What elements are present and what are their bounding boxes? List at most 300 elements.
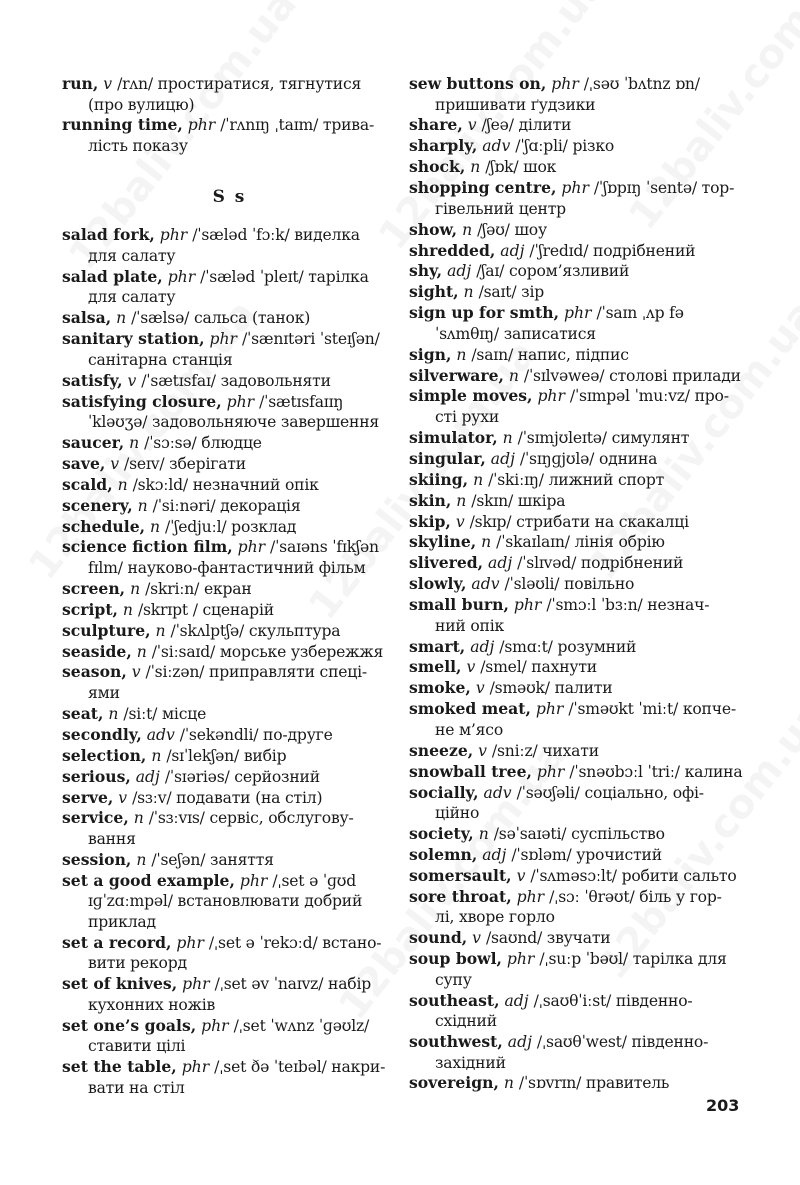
entry-translation: /ˈsləʊli/ повільно: [504, 575, 635, 594]
entry-part-of-speech: v: [118, 788, 128, 807]
entry-headword: satisfying closure,: [62, 391, 222, 411]
entry-headword: smoked meat,: [409, 699, 531, 719]
entry-translation: /ˌset ðə ˈteɪbəl/ накри-: [214, 1058, 386, 1077]
entry-part-of-speech: v: [475, 679, 485, 698]
entry-headword: snowball tree,: [409, 761, 532, 781]
entry-part-of-speech: phr: [182, 975, 210, 994]
entry-continuation: приклад: [88, 912, 156, 931]
dictionary-entry: [409, 470, 744, 491]
entry-continuation: східний: [435, 1012, 497, 1031]
entry-translation: /ˌset ˈwʌnz ˈɡəʊlz/: [233, 1016, 370, 1035]
entry-part-of-speech: phr: [564, 304, 592, 323]
entry-part-of-speech: phr: [181, 1058, 210, 1077]
entry-translation: /ˈsekəndli/ по-друге: [179, 725, 333, 744]
entry-headword: skin,: [409, 490, 452, 510]
entry-part-of-speech: adj: [470, 637, 495, 656]
entry-headword: script,: [62, 599, 118, 619]
dictionary-entry: [409, 282, 744, 303]
entry-headword: sight,: [409, 282, 459, 302]
entry-continuation: ˈsʌmθɪŋ/ записатися: [435, 324, 596, 343]
entry-translation: /ˈskʌlptʃə/ скульптура: [170, 621, 341, 640]
entry-headword: set the table,: [62, 1057, 177, 1077]
entry-headword: selection,: [62, 745, 147, 765]
entry-translation: /sɪˈlekʃən/ вибір: [166, 746, 287, 765]
entry-part-of-speech: v: [478, 741, 487, 760]
entry-translation: /ˈseʃən/ заняття: [151, 850, 274, 869]
entry-translation: /ˈsməʊkt ˈmiːt/ копче-: [568, 700, 736, 719]
entry-part-of-speech: adj: [482, 845, 507, 864]
entry-continuation: ставити цілі: [88, 1037, 186, 1056]
dictionary-entry: [62, 974, 397, 1015]
entry-headword: smoke,: [409, 678, 471, 698]
dictionary-entry: [62, 475, 397, 496]
entry-part-of-speech: n: [133, 809, 144, 828]
entry-translation: /ˈʃɑːpli/ різко: [515, 137, 615, 156]
entry-continuation: супу: [435, 970, 472, 989]
entry-headword: southeast,: [409, 990, 500, 1010]
entry-part-of-speech: phr: [201, 1016, 229, 1035]
dictionary-entry: [409, 491, 744, 512]
dictionary-entry: [409, 783, 744, 824]
entry-translation: /ˌset ə ˈrekɔːd/ встано-: [208, 933, 382, 952]
dictionary-entry: [62, 871, 397, 933]
entry-part-of-speech: n: [130, 579, 141, 598]
entry-part-of-speech: n: [478, 824, 489, 843]
entry-translation: /ˈrʌnɪŋ ˌtaɪm/ трива-: [220, 116, 375, 135]
entry-part-of-speech: phr: [176, 933, 204, 952]
entry-translation: /sniːz/ чихати: [491, 741, 599, 760]
entry-translation: /ˈsɪmpəl ˈmuːvz/ про-: [569, 387, 729, 406]
entry-headword: schedule,: [62, 516, 146, 536]
entry-headword: share,: [409, 115, 463, 135]
entry-translation: /skriːn/ екран: [145, 579, 252, 598]
dictionary-entry: [409, 657, 744, 678]
entry-translation: /ˈsaɪn ˌʌp fə: [596, 304, 684, 323]
dictionary-entry: [62, 433, 397, 454]
entry-part-of-speech: phr: [159, 226, 188, 245]
entry-part-of-speech: v: [467, 116, 477, 135]
entry-headword: science fiction film,: [62, 537, 233, 557]
entry-headword: satisfy,: [62, 370, 123, 390]
dictionary-entry: [409, 136, 744, 157]
entry-part-of-speech: adv: [482, 137, 511, 156]
entry-part-of-speech: n: [136, 642, 147, 661]
entry-translation: /ˈsɪəriəs/ серйозний: [164, 767, 320, 786]
dictionary-entry: [409, 386, 744, 427]
entry-translation: /saɪt/ зір: [478, 283, 545, 302]
entry-headword: smell,: [409, 657, 462, 677]
entry-translation: /ˈsɒləm/ урочистий: [511, 845, 662, 864]
dictionary-entry: [62, 371, 397, 392]
entry-translation: /ˈʃredɪd/ подрібнений: [529, 241, 696, 260]
left-column: [62, 74, 397, 1099]
entry-headword: silverware,: [409, 365, 504, 385]
entry-part-of-speech: v: [103, 75, 113, 93]
entry-translation: /saɪn/ напис, підпис: [471, 345, 629, 364]
entry-translation: /sməʊk/ палити: [489, 679, 613, 698]
entry-part-of-speech: adj: [447, 262, 472, 281]
entry-headword: shredded,: [409, 240, 496, 260]
entry-headword: scenery,: [62, 495, 133, 515]
entry-headword: singular,: [409, 448, 486, 468]
entry-continuation: fɪlm/ науково-фантастичний фільм: [88, 559, 366, 578]
entry-headword: small burn,: [409, 595, 509, 615]
dictionary-entry: [62, 517, 397, 538]
dictionary-entry: [409, 532, 744, 553]
entry-headword: saucer,: [62, 432, 125, 452]
dictionary-entry: [62, 600, 397, 621]
entry-headword: salad fork,: [62, 225, 155, 245]
dictionary-entry: [409, 949, 744, 990]
entry-translation: /ˌsaʊθˈiːst/ південно-: [533, 991, 693, 1010]
dictionary-entry: [62, 225, 397, 266]
entry-part-of-speech: n: [456, 345, 467, 364]
entry-headword: seaside,: [62, 641, 132, 661]
dictionary-entry: [409, 991, 744, 1032]
entry-headword: somersault,: [409, 865, 512, 885]
entry-continuation: гівельний центр: [435, 199, 566, 218]
entry-part-of-speech: phr: [506, 950, 535, 969]
entry-headword: solemn,: [409, 844, 478, 864]
entry-translation: /sɜːv/ подавати (на стіл): [132, 788, 323, 807]
entry-part-of-speech: v: [455, 512, 465, 531]
entry-translation: /ˈslɪvəd/ подрібнений: [517, 554, 684, 573]
entry-translation: /ˈsɪlvəweə/ столові прилади: [523, 366, 741, 385]
entry-part-of-speech: n: [129, 433, 140, 452]
entry-headword: session,: [62, 849, 132, 869]
entry-part-of-speech: v: [466, 658, 476, 677]
entry-part-of-speech: n: [122, 600, 133, 619]
entry-translation: /ˈsaɪəns ˈfɪkʃən: [270, 538, 379, 557]
entry-headword: secondly,: [62, 724, 142, 744]
entry-part-of-speech: phr: [551, 75, 579, 93]
entry-part-of-speech: adj: [490, 449, 515, 468]
entry-part-of-speech: n: [456, 491, 467, 510]
dictionary-entry: [409, 241, 744, 262]
entry-part-of-speech: adj: [488, 554, 513, 573]
entry-translation: /saʊnd/ звучати: [485, 929, 611, 948]
entry-headword: simulator,: [409, 427, 498, 447]
entry-headword: slivered,: [409, 553, 484, 573]
entry-translation: /ˈsɪmjʊleɪtə/ симулянт: [517, 428, 690, 447]
entry-translation: /skɪp/ стрибати на скакалці: [469, 512, 689, 531]
entry-part-of-speech: phr: [516, 887, 545, 906]
entry-headword: sound,: [409, 928, 468, 948]
entry-translation: /ˈsætɪsfaɪ/ задовольняти: [141, 371, 331, 390]
entry-translation: /ˈsæləd ˈfɔːk/ виделка: [192, 226, 360, 245]
dictionary-entry: [409, 115, 744, 136]
dictionary-entry: [409, 887, 744, 928]
entry-headword: society,: [409, 823, 474, 843]
entry-headword: sneeze,: [409, 740, 474, 760]
entry-headword: set a good example,: [62, 870, 235, 890]
entry-headword: sharply,: [409, 136, 478, 156]
entry-translation: /seɪv/ зберігати: [124, 454, 246, 473]
entry-translation: /skɪn/ шкіра: [471, 491, 566, 510]
dictionary-entry: [409, 741, 744, 762]
entry-continuation: ями: [88, 684, 120, 703]
entry-headword: sign,: [409, 344, 452, 364]
entry-part-of-speech: phr: [535, 700, 564, 719]
entry-translation: /ˈsɜːvɪs/ сервіс, обслугову-: [148, 809, 354, 828]
entry-part-of-speech: n: [463, 283, 474, 302]
dictionary-entry: [62, 267, 397, 308]
entry-translation: /ˈsiːnəri/ декорація: [152, 496, 301, 515]
entry-part-of-speech: v: [472, 929, 481, 948]
entry-part-of-speech: adv: [483, 783, 512, 802]
dictionary-entry: [409, 928, 744, 949]
page-number: 203: [706, 1096, 740, 1115]
entry-continuation: (про вулицю): [88, 95, 195, 114]
dictionary-entry: [409, 366, 744, 387]
section-heading: S s: [212, 186, 247, 207]
entry-continuation: пришивати ґудзики: [435, 95, 596, 114]
dictionary-entry: [409, 1032, 744, 1073]
entry-translation: /ʃɒk/ шок: [485, 158, 557, 177]
entry-part-of-speech: v: [110, 454, 120, 473]
entry-continuation: лі, хворе горло: [435, 908, 555, 927]
dictionary-entry: [62, 537, 397, 578]
entry-translation: /ˈsmɔːl ˈbɜːn/ незнач-: [546, 596, 710, 615]
dictionary-entry: [62, 704, 397, 725]
entry-translation: /ˈsnəʊbɔːl ˈtriː/ калина: [569, 762, 743, 781]
entry-headword: sanitary station,: [62, 329, 205, 349]
entry-part-of-speech: n: [462, 220, 473, 239]
entry-headword: serve,: [62, 787, 114, 807]
entry-headword: sign up for smth,: [409, 303, 560, 323]
dictionary-entry: [409, 428, 744, 449]
entry-continuation: ційно: [435, 804, 480, 823]
entry-part-of-speech: phr: [536, 762, 565, 781]
entry-headword: skip,: [409, 511, 451, 531]
dictionary-entry: [409, 595, 744, 636]
entry-part-of-speech: phr: [187, 116, 216, 135]
entry-headword: skiing,: [409, 469, 469, 489]
entry-part-of-speech: n: [502, 428, 513, 447]
dictionary-entry: [62, 392, 397, 433]
entry-headword: scald,: [62, 474, 113, 494]
entry-part-of-speech: n: [116, 309, 127, 328]
entry-headword: sew buttons on,: [409, 74, 547, 93]
entry-part-of-speech: phr: [209, 330, 237, 349]
entry-part-of-speech: adv: [146, 725, 175, 744]
dictionary-entry: [409, 345, 744, 366]
entry-headword: show,: [409, 219, 458, 239]
entry-headword: sore throat,: [409, 886, 512, 906]
entry-headword: salad plate,: [62, 266, 163, 286]
dictionary-entry: [409, 824, 744, 845]
dictionary-entry: [409, 553, 744, 574]
entry-continuation: західний: [435, 1053, 506, 1072]
entry-headword: set a record,: [62, 932, 172, 952]
dictionary-entry: [409, 762, 744, 783]
dictionary-entry: [62, 579, 397, 600]
entry-part-of-speech: n: [481, 533, 492, 552]
dictionary-entry: [409, 449, 744, 470]
dictionary-entry: [62, 662, 397, 703]
entry-headword: run,: [62, 74, 99, 93]
entry-continuation: вання: [88, 830, 136, 849]
entry-continuation: сті рухи: [435, 408, 500, 427]
entry-headword: serious,: [62, 766, 131, 786]
entry-part-of-speech: adv: [471, 575, 500, 594]
entry-headword: smart,: [409, 636, 466, 656]
entry-continuation: ɪɡˈzɑːmpəl/ встановлювати добрий: [88, 892, 363, 911]
entry-translation: /ˈsæləd ˈpleɪt/ тарілка: [200, 267, 369, 286]
entry-translation: /ˈsiːsaɪd/ морське узбережжя: [151, 642, 384, 661]
dictionary-entry: [62, 329, 397, 370]
entry-headword: slowly,: [409, 574, 467, 594]
entry-translation: /ʃeə/ ділити: [481, 116, 572, 135]
entry-part-of-speech: phr: [561, 179, 589, 198]
entry-part-of-speech: phr: [226, 392, 255, 411]
entry-translation: /ˌsuːp ˈbəʊl/ тарілка для: [539, 950, 727, 969]
dictionary-entry: [409, 637, 744, 658]
entry-headword: seat,: [62, 703, 104, 723]
dictionary-entry: [409, 574, 744, 595]
entry-translation: /ˈsɒvrɪn/ правитель: [518, 1074, 670, 1093]
entry-part-of-speech: adj: [135, 767, 160, 786]
entry-headword: set one’s goals,: [62, 1015, 197, 1035]
dictionary-entry: [409, 220, 744, 241]
entry-translation: /ˌset ə ˈɡʊd: [272, 871, 357, 890]
entry-translation: /ˈsiːzən/ приправляти спеці-: [145, 663, 367, 682]
dictionary-entry: [409, 845, 744, 866]
entry-continuation: кухонних ножів: [88, 995, 216, 1014]
dictionary-entry: [62, 933, 397, 974]
entry-part-of-speech: n: [508, 366, 519, 385]
dictionary-entry: [62, 788, 397, 809]
entry-headword: running time,: [62, 115, 183, 135]
entry-part-of-speech: v: [516, 866, 526, 885]
entry-translation: /ˈskaɪlaɪn/ лінія обрію: [496, 533, 665, 552]
dictionary-entry: [409, 303, 744, 344]
dictionary-entry: [409, 74, 744, 115]
dictionary-entry: [409, 261, 744, 282]
dictionary-entry: [62, 496, 397, 517]
entry-translation: /ˈʃɒpɪŋ ˈsentə/ тор-: [593, 179, 735, 198]
entry-headword: skyline,: [409, 532, 477, 552]
entry-translation: /ˈsʌməsɔːlt/ робити сальто: [530, 866, 737, 885]
entry-continuation: вити рекорд: [88, 954, 187, 973]
entry-part-of-speech: phr: [167, 267, 196, 286]
entry-part-of-speech: n: [108, 704, 119, 723]
entry-headword: sovereign,: [409, 1073, 499, 1093]
entry-continuation: ˈkləʊʒə/ задовольняюче завершення: [88, 413, 380, 432]
entry-part-of-speech: adj: [500, 241, 525, 260]
dictionary-entry: [409, 866, 744, 887]
entry-part-of-speech: phr: [513, 596, 542, 615]
entry-headword: simple moves,: [409, 386, 533, 406]
entry-translation: /smɑːt/ розумний: [499, 637, 637, 656]
entry-part-of-speech: n: [503, 1074, 514, 1093]
dictionary-entry: [62, 454, 397, 475]
entry-translation: /ˈsɔːsə/ блюдце: [144, 433, 262, 452]
entry-headword: soup bowl,: [409, 949, 502, 969]
entry-translation: /smel/ пахнути: [480, 658, 597, 677]
entry-part-of-speech: n: [473, 470, 484, 489]
entry-continuation: ний опік: [435, 616, 505, 635]
dictionary-entry: [409, 178, 744, 219]
entry-part-of-speech: adj: [504, 991, 529, 1010]
entry-part-of-speech: adj: [507, 1033, 532, 1051]
entry-continuation: вати на стіл: [88, 1078, 185, 1097]
entry-headword: season,: [62, 662, 127, 682]
dictionary-entry: [62, 308, 397, 329]
entry-translation: /ˌset əv ˈnaɪvz/ набір: [214, 975, 372, 994]
entry-part-of-speech: n: [150, 517, 161, 536]
entry-headword: salsa,: [62, 308, 112, 328]
entry-part-of-speech: n: [470, 158, 481, 177]
entry-translation: /skɔːld/ незначний опік: [132, 475, 319, 494]
entry-part-of-speech: v: [131, 663, 141, 682]
entry-translation: /ˌsəʊ ˈbʌtnz ɒn/: [583, 75, 700, 93]
entry-continuation: для салату: [88, 288, 176, 307]
entry-headword: southwest,: [409, 1032, 503, 1051]
entry-headword: shock,: [409, 157, 466, 177]
entry-translation: /ˈsælsə/ сальса (танок): [131, 309, 311, 328]
dictionary-entry: [409, 699, 744, 740]
dictionary-entry: [62, 621, 397, 642]
entry-translation: /ˌsaʊθˈwest/ південно-: [536, 1033, 709, 1051]
entry-translation: /ʃaɪ/ сором’язливий: [476, 262, 630, 281]
entry-translation: /ˈsɪŋɡjʊlə/ однина: [519, 449, 658, 468]
entry-translation: /skrɪpt / сценарій: [137, 600, 274, 619]
entry-part-of-speech: n: [136, 850, 147, 869]
entry-headword: shopping centre,: [409, 178, 557, 198]
entry-headword: socially,: [409, 782, 479, 802]
entry-part-of-speech: n: [151, 746, 162, 765]
dictionary-entry: [409, 1073, 744, 1094]
dictionary-entry: [62, 1016, 397, 1057]
entry-headword: save,: [62, 453, 106, 473]
entry-part-of-speech: phr: [239, 871, 268, 890]
entry-part-of-speech: n: [155, 621, 166, 640]
dictionary-entry: [62, 1057, 397, 1098]
entry-translation: /ˈsætɪsfaɪɪŋ: [259, 392, 344, 411]
dictionary-entry: [62, 746, 397, 767]
dictionary-entry: [409, 512, 744, 533]
dictionary-entry: [62, 115, 397, 156]
entry-translation: /ˌsɔː ˈθrəʊt/ біль у гор-: [549, 887, 722, 906]
dictionary-entry: [62, 850, 397, 871]
entry-headword: screen,: [62, 578, 126, 598]
entry-part-of-speech: phr: [237, 538, 266, 557]
entry-translation: /səˈsaɪəti/ суспільство: [493, 824, 665, 843]
entry-part-of-speech: n: [137, 496, 148, 515]
entry-translation: /ˈskiːɪŋ/ лижний спорт: [488, 470, 665, 489]
entry-translation: /siːt/ місце: [123, 704, 207, 723]
entry-continuation: для салату: [88, 246, 176, 265]
right-column: [409, 74, 744, 1094]
entry-translation: /ˈsəʊʃəli/ соціально, офі-: [516, 783, 704, 802]
dictionary-entry: [62, 642, 397, 663]
dictionary-entry: [409, 678, 744, 699]
dictionary-entry: [62, 725, 397, 746]
entry-part-of-speech: v: [127, 371, 137, 390]
entry-translation: /rʌn/ простиратися, тягнутися: [117, 75, 362, 93]
dictionary-entry: [62, 808, 397, 849]
entry-continuation: не м’ясо: [435, 720, 504, 739]
entry-headword: shy,: [409, 261, 443, 281]
dictionary-entry: [62, 74, 397, 115]
entry-translation: /ˈsænɪtəri ˈsteɪʃən/: [241, 330, 380, 349]
entry-part-of-speech: phr: [537, 387, 565, 406]
entry-translation: /ʃəʊ/ шоу: [477, 220, 547, 239]
entry-headword: sculpture,: [62, 620, 151, 640]
entry-part-of-speech: n: [117, 475, 128, 494]
entry-headword: set of knives,: [62, 974, 178, 994]
